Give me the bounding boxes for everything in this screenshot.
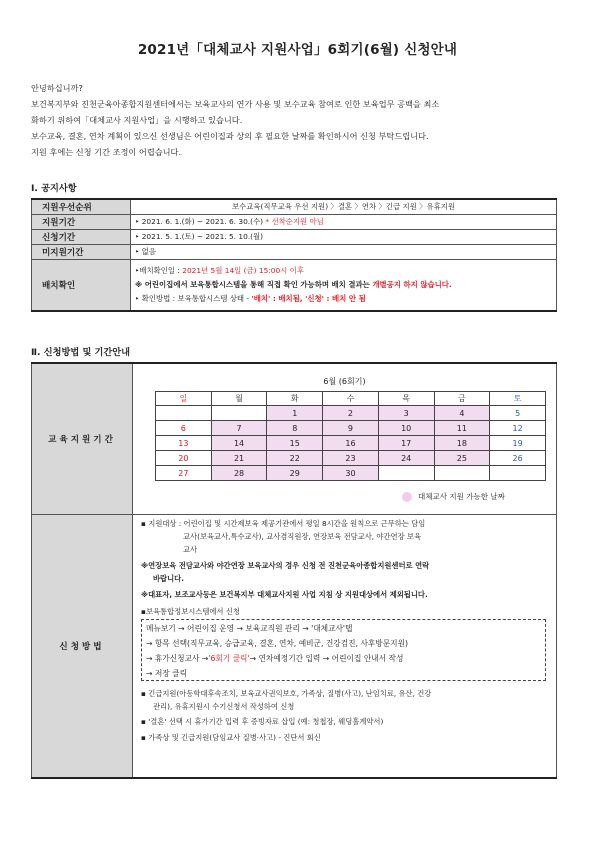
section2-heading: Ⅱ. 신청방법 및 기간안내 <box>31 347 131 358</box>
confirm-cell <box>131 259 557 311</box>
table-row <box>32 199 557 214</box>
method-line: ※대표자, 보조교사등은 보건복지부 대체교사지원 사업 지침 상 지원대상에서 제외됩니다. <box>141 590 428 599</box>
day-header: 수 <box>323 392 379 406</box>
calendar-day: 9 <box>323 421 379 436</box>
day-header: 일 <box>156 392 212 406</box>
nosupport-value: ‣ 없음 <box>131 244 557 259</box>
method-line: 관리), 유휴지원시 수기신청서 작성하여 신청 <box>153 702 295 711</box>
intro-line: 화하기 위하여「대체교사 지원사업」을 시행하고 있습니다. <box>31 115 243 125</box>
highlight-dot-icon <box>402 492 412 502</box>
calendar-day: 21 <box>211 451 267 466</box>
calendar-day: 13 <box>156 436 212 451</box>
calendar-day: 27 <box>156 466 212 481</box>
method-line: ▪ 가족상 및 긴급지원(담임교사 질병·사고) - 진단서 회신 <box>141 733 321 742</box>
calendar-day: 24 <box>378 451 434 466</box>
page-title: 2021년「대체교사 지원사업」6회기(6월) 신청안내 <box>137 42 458 58</box>
method-line: 바랍니다. <box>153 574 184 583</box>
day-header: 토 <box>490 392 546 406</box>
calendar-day: 19 <box>490 436 546 451</box>
calendar-day: 5 <box>490 406 546 421</box>
confirm-warning: 개별공지 하지 않습니다. <box>372 279 452 289</box>
method-line: ※연장보육 전담교사와 야간연장 보육교사의 경우 신청 전 진천군육아종합지원센터로 연락 <box>141 561 430 570</box>
intro-line: 보수교육, 결혼, 연차 계획이 있으신 선생님은 어린이집과 상의 후 필요한 날짜를 확인하시어 신청 부탁드립니다. <box>31 131 429 141</box>
table-row <box>32 214 557 229</box>
calendar-week <box>156 466 546 481</box>
day-header: 금 <box>434 392 490 406</box>
apply-label: 신청기간 <box>32 229 131 244</box>
method-cell <box>133 515 557 779</box>
period-cell <box>131 214 557 229</box>
section1-heading: Ⅰ. 공지사항 <box>31 183 77 194</box>
table-row <box>32 515 557 779</box>
calendar-day: 3 <box>378 406 434 421</box>
method-table <box>31 362 557 779</box>
calendar-day: 11 <box>434 421 490 436</box>
table-row <box>32 363 557 515</box>
calendar-week <box>156 406 546 421</box>
confirm-date: 2021년 5월 14일 (금) 15:00시 이후 <box>182 265 304 275</box>
calendar-day: 12 <box>490 421 546 436</box>
calendar-day: 6 <box>156 421 212 436</box>
calendar-header <box>156 392 546 406</box>
calendar-day: 8 <box>267 421 323 436</box>
calendar-day: 25 <box>434 451 490 466</box>
procedure-step: → 항목 선택(직무교육, 승급교육, 결혼, 연차, 예비군, 건강검진, 사후방문지원) <box>146 639 409 648</box>
confirm-line <box>135 278 552 292</box>
procedure-box <box>141 619 546 681</box>
intro-line: 지원 후에는 신청 기간 조정이 어렵습니다. <box>31 147 182 157</box>
calendar-day: 2 <box>323 406 379 421</box>
calendar-week <box>156 421 546 436</box>
procedure-step: → 저장 클릭 <box>146 669 188 678</box>
calendar-day: 30 <box>323 466 379 481</box>
procedure-step <box>146 652 403 665</box>
calendar-day: 10 <box>378 421 434 436</box>
calendar-day <box>434 466 490 481</box>
priority-label: 지원우선순위 <box>32 199 131 214</box>
calendar-day: 29 <box>267 466 323 481</box>
period-label: 지원기간 <box>32 214 131 229</box>
method-line: ▪ 지원대상 : 어린이집 및 시간제보육 제공기관에서 평일 8시간을 원칙으로 근무하는 담임 <box>141 519 426 528</box>
confirm-line <box>135 292 552 306</box>
procedure-text: → 휴가신청교사 → <box>146 654 209 663</box>
calendar-week <box>156 451 546 466</box>
calendar-day: 16 <box>323 436 379 451</box>
calendar-day: 14 <box>211 436 267 451</box>
table-row <box>32 229 557 244</box>
calendar-title: 6월 (6회기) <box>323 377 366 386</box>
confirm-line <box>135 264 552 278</box>
calendar-day: 17 <box>378 436 434 451</box>
calendar-day <box>156 406 212 421</box>
calendar-cell <box>133 363 557 515</box>
method-line: 교사 <box>183 545 198 554</box>
edu-period-label: 교육지원기간 <box>32 363 133 515</box>
procedure-highlight: '6회기 클릭' <box>208 654 250 663</box>
apply-value: ‣ 2021. 5. 1.(토) ~ 2021. 5. 10.(월) <box>131 229 557 244</box>
notice-table <box>31 198 557 312</box>
calendar-day: 7 <box>211 421 267 436</box>
calendar-wrap <box>133 364 556 514</box>
confirm-status: '배치' : 배치됨, '신청' : 배치 안 됨 <box>251 293 366 303</box>
calendar-day: 15 <box>267 436 323 451</box>
confirm-text: ‣ 확인방법 : 보육통합시스템 상태 - <box>135 293 252 303</box>
day-header: 목 <box>378 392 434 406</box>
period-note: * 선착순지원 아님 <box>265 217 324 226</box>
calendar-day: 18 <box>434 436 490 451</box>
method-label: 신청방법 <box>32 515 133 779</box>
calendar-day <box>378 466 434 481</box>
table-row <box>32 244 557 259</box>
calendar-legend <box>402 491 505 502</box>
confirm-text: ‣배치확인일 : <box>135 265 183 275</box>
intro-text <box>31 80 571 160</box>
priority-value: 보수교육(직무교육 우선 지원) 〉결혼 〉연차 〉긴급 지원 〉유휴지원 <box>131 199 557 214</box>
calendar-day: 22 <box>267 451 323 466</box>
intro-line: 안녕하십니까? <box>31 83 83 93</box>
day-header: 월 <box>211 392 267 406</box>
calendar-day: 26 <box>490 451 546 466</box>
day-header: 화 <box>267 392 323 406</box>
confirm-label: 배치확인 <box>32 259 131 311</box>
procedure-step: 메뉴보기 → 어린이집 운영 → 보육교직원 관리 → '대체교사'탭 <box>146 624 353 633</box>
calendar <box>155 391 546 481</box>
calendar-day: 4 <box>434 406 490 421</box>
period-value: ‣ 2021. 6. 1.(화) ~ 2021. 6. 30.(수) <box>135 217 264 226</box>
calendar-day: 20 <box>156 451 212 466</box>
intro-line: 보건복지부와 진천군육아종합지원센터에서는 보육교사의 연가 사용 및 보수교육 참여로 인한 보육업무 공백을 최소 <box>31 99 440 109</box>
method-line: 교사(보육교사,특수교사), 교사겸직원장, 연장보육 전담교사, 야간연장 보육 <box>183 532 422 541</box>
method-line: ▪ 긴급지원(아동학대후속조치, 보육교사권익보호, 가족상, 질병(사고), 난임치료, 유산, 건강 <box>141 689 432 698</box>
method-content <box>133 515 556 777</box>
calendar-day <box>490 466 546 481</box>
table-row <box>32 259 557 311</box>
calendar-day: 1 <box>267 406 323 421</box>
procedure-text: → 연차예정기간 입력 → 어린이집 안내서 작성 <box>249 654 404 663</box>
confirm-text: ※ 어린이집에서 보육통합시스템을 통해 직접 확인 가능하며 배치 결과는 <box>135 279 373 289</box>
method-line: ▪ '결혼' 선택 시 휴가기간 입력 후 증빙자료 삽입 (예: 청첩장, 웨딩홀계약서) <box>141 717 384 726</box>
calendar-day <box>211 406 267 421</box>
calendar-day: 28 <box>211 466 267 481</box>
calendar-week <box>156 436 546 451</box>
nosupport-label: 미지원기간 <box>32 244 131 259</box>
calendar-day: 23 <box>323 451 379 466</box>
method-line: ▪보육통합정보시스템에서 신청 <box>141 607 240 616</box>
legend-label: 대체교사 지원 가능한 날짜 <box>418 492 505 501</box>
